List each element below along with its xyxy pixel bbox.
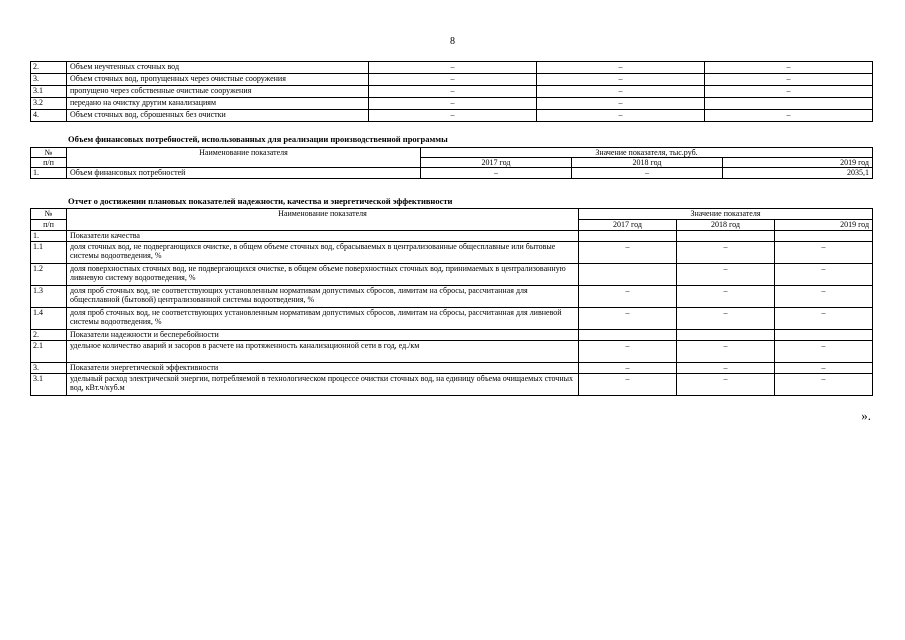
row-value: –: [579, 242, 677, 264]
row-value: –: [677, 308, 775, 330]
row-number: 4.: [31, 110, 67, 122]
row-name: Объем сточных вод, пропущенных через очистные сооружения: [67, 74, 369, 86]
row-value: [705, 98, 873, 110]
row-name: Показатели надежности и бесперебойности: [67, 330, 579, 341]
year-header: 2019 год: [723, 158, 873, 168]
col-num-header-2: п/п: [31, 220, 67, 231]
table-row: [31, 62, 873, 74]
table-row: [31, 286, 873, 308]
table-row: [31, 242, 873, 264]
row-value: [775, 330, 873, 341]
row-number: 3.: [31, 363, 67, 374]
row-value: –: [775, 363, 873, 374]
year-header: 2017 год: [579, 220, 677, 231]
row-value: [677, 330, 775, 341]
row-value: –: [677, 286, 775, 308]
report-table: [30, 208, 873, 396]
table-row: [31, 74, 873, 86]
row-value: –: [421, 168, 572, 178]
row-number: 3.1: [31, 86, 67, 98]
row-value: –: [677, 363, 775, 374]
table-row: [31, 110, 873, 122]
col-name-header: Наименование показателя: [67, 209, 579, 231]
row-name: доля сточных вод, не подвергающихся очистке, в общем объеме сточных вод, сбрасываемых в централизованные общесплавные или бытовые системы водоотведения, %: [67, 242, 579, 264]
row-value: –: [677, 242, 775, 264]
row-number: 1.: [31, 168, 67, 178]
row-value: 2035,1: [723, 168, 873, 178]
row-name: Объем финансовых потребностей: [67, 168, 421, 178]
report-heading: Отчет о достижении плановых показателей надежности, качества и энергетической эффективности: [68, 196, 453, 206]
row-number: 1.: [31, 231, 67, 242]
row-value: –: [369, 74, 537, 86]
row-value: –: [579, 341, 677, 363]
row-value: [579, 264, 677, 286]
closing-quote-mark: ».: [861, 408, 871, 423]
year-header: 2019 год: [775, 220, 873, 231]
row-value: –: [369, 86, 537, 98]
row-value: –: [705, 74, 873, 86]
row-name: Объем неучтенных сточных вод: [67, 62, 369, 74]
col-name-header: Наименование показателя: [67, 148, 421, 168]
water-volume-table: [30, 61, 873, 122]
row-value: –: [369, 110, 537, 122]
row-name: доля проб сточных вод, не соответствующих установленным нормативам допустимых сбросов, лимитам на сбросы, рассчитанная для общесплавной (бытовой) централизованной системы водоотведения, %: [67, 286, 579, 308]
row-value: –: [537, 110, 705, 122]
row-value: –: [537, 62, 705, 74]
finance-table: [30, 147, 873, 179]
col-num-header: №: [31, 148, 67, 158]
table-row: [31, 308, 873, 330]
row-name: пропущено через собственные очистные сооружения: [67, 86, 369, 98]
col-value-header: Значение показателя: [579, 209, 873, 220]
row-value: –: [677, 374, 775, 396]
row-value: –: [579, 374, 677, 396]
row-number: 1.4: [31, 308, 67, 330]
row-value: –: [579, 363, 677, 374]
row-number: 2.1: [31, 341, 67, 363]
row-value: –: [775, 264, 873, 286]
row-value: –: [775, 308, 873, 330]
table-row: [31, 363, 873, 374]
row-number: 1.3: [31, 286, 67, 308]
row-value: [579, 231, 677, 242]
row-name: доля поверхностных сточных вод, не подвергающихся очистке, в общем объеме поверхностных сточных вод, принимаемых в централизованную ливневую систему водоотведения, %: [67, 264, 579, 286]
row-name: доля проб сточных вод, не соответствующих установленным нормативам допустимых сбросов, лимитам на сбросы, рассчитанная для ливневой системы водоотведения, %: [67, 308, 579, 330]
row-name: передано на очистку другим канализациям: [67, 98, 369, 110]
row-value: –: [572, 168, 723, 178]
row-number: 3.2: [31, 98, 67, 110]
table-row: [31, 330, 873, 341]
row-value: [579, 330, 677, 341]
year-header: 2018 год: [572, 158, 723, 168]
table-row: [31, 341, 873, 363]
row-value: –: [775, 286, 873, 308]
row-number: 1.2: [31, 264, 67, 286]
row-value: [775, 231, 873, 242]
row-number: 1.1: [31, 242, 67, 264]
row-name: удельный расход электрической энергии, потребляемой в технологическом процессе очистки сточных вод, на единицу объема очищаемых сточных вод, кВт.ч/куб.м: [67, 374, 579, 396]
row-value: –: [705, 62, 873, 74]
finance-heading: Объем финансовых потребностей, использованных для реализации производственной программы: [68, 134, 448, 144]
row-value: –: [579, 286, 677, 308]
page-number: 8: [450, 36, 455, 47]
row-value: –: [677, 341, 775, 363]
row-number: 3.: [31, 74, 67, 86]
row-value: –: [537, 98, 705, 110]
row-value: –: [775, 341, 873, 363]
row-value: –: [537, 86, 705, 98]
col-num-header: №: [31, 209, 67, 220]
table-row: [31, 264, 873, 286]
row-value: –: [369, 62, 537, 74]
row-number: 2.: [31, 330, 67, 341]
row-name: Показатели энергетической эффективности: [67, 363, 579, 374]
row-value: –: [775, 242, 873, 264]
table-row: [31, 231, 873, 242]
row-value: –: [775, 374, 873, 396]
row-number: 3.1: [31, 374, 67, 396]
row-name: Показатели качества: [67, 231, 579, 242]
row-name: Объем сточных вод, сброшенных без очистки: [67, 110, 369, 122]
year-header: 2017 год: [421, 158, 572, 168]
table-row: [31, 86, 873, 98]
row-value: –: [579, 308, 677, 330]
row-name: удельное количество аварий и засоров в расчете на протяженность канализационной сети в год, ед./км: [67, 341, 579, 363]
row-value: [677, 231, 775, 242]
table-row: [31, 374, 873, 396]
row-value: –: [677, 264, 775, 286]
row-value: –: [705, 86, 873, 98]
year-header: 2018 год: [677, 220, 775, 231]
row-value: –: [537, 74, 705, 86]
col-value-header: Значение показателя, тыс.руб.: [421, 148, 873, 158]
row-value: –: [705, 110, 873, 122]
table-row: [31, 98, 873, 110]
col-num-header-2: п/п: [31, 158, 67, 168]
row-number: 2.: [31, 62, 67, 74]
row-value: –: [369, 98, 537, 110]
